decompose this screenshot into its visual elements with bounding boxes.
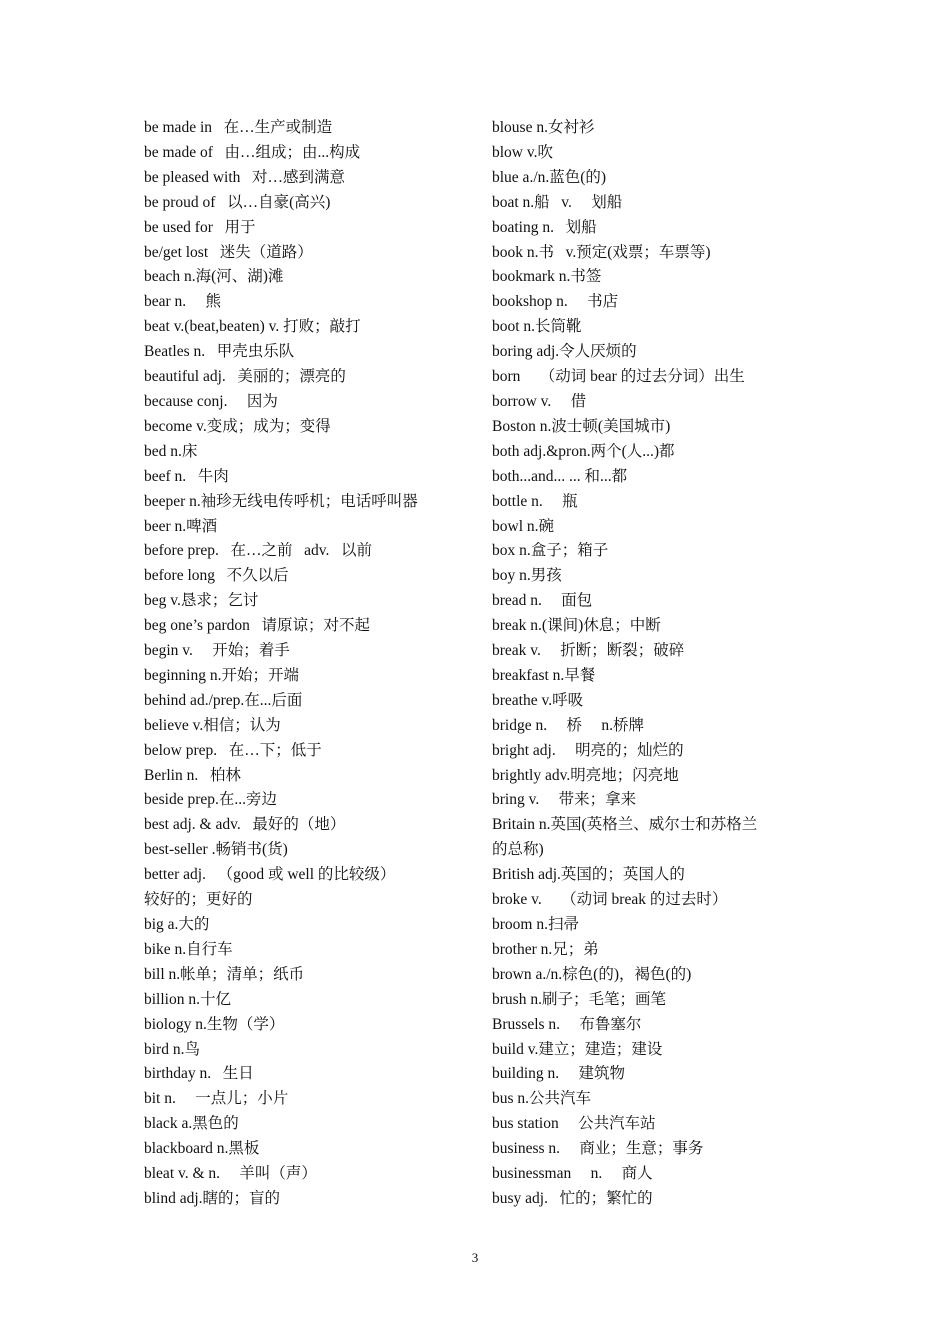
vocabulary-entry: beside prep.在...旁边	[144, 791, 278, 809]
vocabulary-entry: boot n.长筒靴	[492, 318, 582, 336]
vocabulary-entry: before prep. 在…之前 adv. 以前	[144, 542, 372, 560]
vocabulary-entry: become v.变成；成为；变得	[144, 417, 331, 435]
vocabulary-entry: boat n.船 v. 划船	[492, 193, 623, 211]
vocabulary-entry: born （动词 bear 的过去分词）出生	[492, 368, 745, 386]
vocabulary-entry: broke v. （动词 break 的过去时）	[492, 891, 728, 909]
vocabulary-entry: both adj.&pron.两个(人...)都	[492, 442, 675, 460]
vocabulary-entry: best adj. & adv. 最好的（地）	[144, 816, 346, 834]
vocabulary-entry: best-seller .畅销书(货)	[144, 841, 288, 859]
vocabulary-entry: blow v.吹	[492, 143, 553, 161]
vocabulary-entry: biology n.生物（学）	[144, 1015, 285, 1033]
vocabulary-entry: 的总称)	[492, 841, 544, 859]
vocabulary-entry: be made in 在…生产或制造	[144, 119, 333, 136]
vocabulary-entry: bright adj. 明亮的；灿烂的	[492, 741, 684, 759]
vocabulary-column-right	[492, 116, 792, 1212]
vocabulary-entry: boating n. 划船	[492, 218, 597, 236]
vocabulary-entry: black a.黑色的	[144, 1115, 239, 1133]
vocabulary-entry: break n.(课间)休息；中断	[492, 617, 661, 635]
vocabulary-entry: broom n.扫帚	[492, 916, 579, 933]
vocabulary-entry: blind adj.瞎的；盲的	[144, 1189, 281, 1207]
vocabulary-entry: box n.盒子；箱子	[492, 542, 609, 560]
vocabulary-entry: brown a./n.棕色(的)，褐色(的)	[492, 965, 692, 983]
vocabulary-entry: boring adj.令人厌烦的	[492, 343, 637, 361]
vocabulary-entry: beach n.海(河、湖)滩	[144, 268, 284, 286]
vocabulary-entry: Boston n.波士顿(美国城市)	[492, 417, 671, 435]
vocabulary-entry: bill n.帐单；清单；纸币	[144, 965, 305, 983]
vocabulary-entry: billion n.十亿	[144, 990, 231, 1008]
vocabulary-entry: both...and... ... 和...都	[492, 467, 628, 485]
vocabulary-entry: brightly adv.明亮地；闪亮地	[492, 766, 679, 784]
vocabulary-entry: below prep. 在…下；低于	[144, 741, 322, 759]
vocabulary-entry: because conj. 因为	[144, 392, 278, 410]
vocabulary-entry: be proud of 以…自豪(高兴)	[144, 193, 331, 211]
vocabulary-entry: begin v. 开始；着手	[144, 642, 290, 660]
vocabulary-entry: bleat v. & n. 羊叫（声）	[144, 1165, 317, 1183]
vocabulary-entry: build v.建立；建造；建设	[492, 1040, 663, 1058]
vocabulary-entry: beer n.啤酒	[144, 517, 218, 535]
vocabulary-entry: bird n.鸟	[144, 1040, 200, 1058]
vocabulary-entry: Berlin n. 柏林	[144, 766, 241, 784]
vocabulary-entry: 较好的；更好的	[144, 891, 253, 909]
vocabulary-entry: blackboard n.黑板	[144, 1140, 260, 1158]
vocabulary-entry: big a.大的	[144, 916, 210, 933]
vocabulary-entry: blue a./n.蓝色(的)	[492, 168, 607, 186]
vocabulary-entry: Beatles n. 甲壳虫乐队	[144, 343, 295, 361]
vocabulary-entry: bring v. 带来；拿来	[492, 791, 637, 809]
vocabulary-entry: breathe v.呼吸	[492, 691, 584, 709]
vocabulary-entry: bit n. 一点儿；小片	[144, 1090, 289, 1108]
vocabulary-entry: blouse n.女衬衫	[492, 119, 595, 136]
page-number: 3	[471, 1250, 479, 1265]
vocabulary-entry: be used for 用于	[144, 218, 256, 236]
vocabulary-entry: bike n.自行车	[144, 940, 233, 958]
vocabulary-entry: businessman n. 商人	[492, 1165, 653, 1183]
vocabulary-entry: beginning n.开始；开端	[144, 666, 299, 684]
vocabulary-entry: before long 不久以后	[144, 567, 289, 585]
vocabulary-entry: better adj. （good 或 well 的比较级）	[144, 866, 396, 884]
vocabulary-entry: breakfast n.早餐	[492, 666, 596, 684]
vocabulary-entry: behind ad./prep.在...后面	[144, 691, 303, 709]
vocabulary-entry: bus station 公共汽车站	[492, 1115, 656, 1133]
vocabulary-entry: be made of 由…组成；由...构成	[144, 143, 361, 161]
vocabulary-entry: bear n. 熊	[144, 293, 222, 311]
vocabulary-entry: British adj.英国的；英国人的	[492, 866, 685, 884]
vocabulary-entry: beg one’s pardon 请原谅；对不起	[144, 617, 371, 635]
vocabulary-entry: beautiful adj. 美丽的；漂亮的	[144, 368, 346, 386]
vocabulary-entry: book n.书 v.预定(戏票；车票等)	[492, 243, 711, 261]
vocabulary-entry: bookshop n. 书店	[492, 293, 619, 311]
vocabulary-entry: be pleased with 对…感到满意	[144, 168, 346, 186]
vocabulary-entry: brother n.兄；弟	[492, 940, 599, 958]
vocabulary-entry: birthday n. 生日	[144, 1065, 254, 1083]
vocabulary-entry: bridge n. 桥 n.桥牌	[492, 716, 644, 734]
vocabulary-entry: bus n.公共汽车	[492, 1090, 592, 1108]
vocabulary-entry: borrow v. 借	[492, 392, 587, 410]
vocabulary-entry: be/get lost 迷失（道路）	[144, 243, 313, 261]
vocabulary-entry: bowl n.碗	[492, 517, 555, 535]
vocabulary-entry: building n. 建筑物	[492, 1065, 626, 1083]
vocabulary-entry: busy adj. 忙的；繁忙的	[492, 1189, 653, 1207]
vocabulary-entry: break v. 折断；断裂；破碎	[492, 642, 685, 660]
vocabulary-entry: boy n.男孩	[492, 567, 562, 585]
vocabulary-entry: bottle n. 瓶	[492, 492, 578, 510]
vocabulary-entry: Britain n.英国(英格兰、威尔士和苏格兰	[492, 816, 758, 834]
vocabulary-entry: beeper n.袖珍无线电传呼机；电话呼叫器	[144, 492, 418, 510]
vocabulary-entry: Brussels n. 布鲁塞尔	[492, 1015, 642, 1033]
vocabulary-column-left	[144, 116, 474, 1212]
vocabulary-entry: bed n.床	[144, 442, 198, 460]
vocabulary-entry: believe v.相信；认为	[144, 716, 281, 734]
vocabulary-entry: beef n. 牛肉	[144, 467, 229, 485]
vocabulary-entry: beg v.恳求；乞讨	[144, 592, 259, 610]
vocabulary-entry: brush n.刷子；毛笔；画笔	[492, 990, 666, 1008]
vocabulary-entry: bread n. 面包	[492, 592, 593, 610]
vocabulary-entry: bookmark n.书签	[492, 268, 602, 286]
vocabulary-entry: business n. 商业；生意；事务	[492, 1140, 704, 1158]
vocabulary-entry: beat v.(beat,beaten) v. 打败；敲打	[144, 318, 361, 336]
